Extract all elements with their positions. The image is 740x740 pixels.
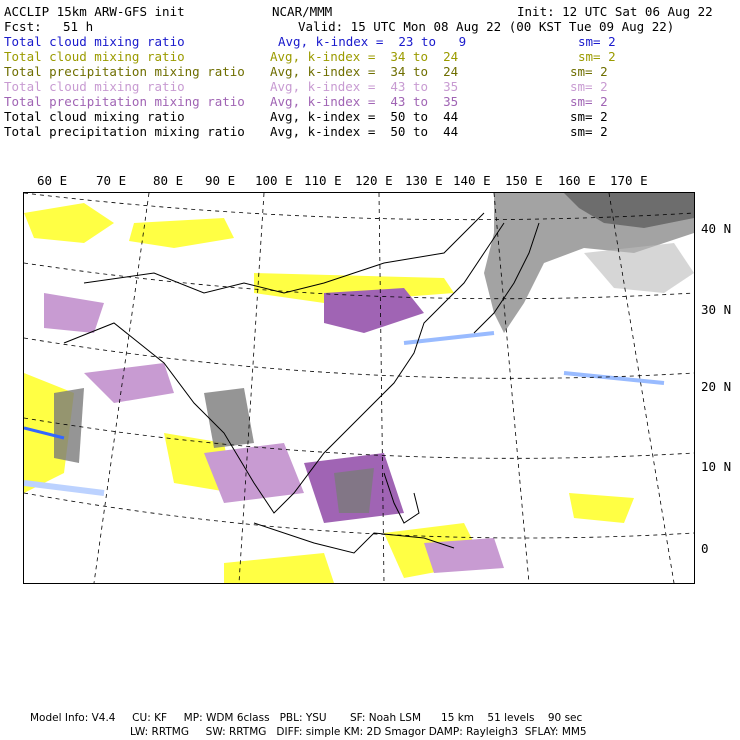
field-name: Total cloud mixing ratio (4, 79, 185, 94)
field-range: Avg, k-index = 43 to 35 (270, 79, 459, 94)
lon-label: 170 E (610, 173, 648, 188)
map-panel (23, 192, 695, 584)
field-range: Avg, k-index = 50 to 44 (270, 124, 459, 139)
gray-precip-3 (334, 468, 374, 513)
yellow-cloud-1 (24, 203, 114, 243)
blue-cloud-streak-3 (564, 373, 664, 383)
purple-precip-5 (44, 293, 104, 333)
lat-label: 30 N (701, 302, 732, 317)
gray-precip-1 (54, 388, 84, 463)
field-name: Total precipitation mixing ratio (4, 94, 245, 109)
field-name: Total cloud mixing ratio (4, 34, 185, 49)
field-name: Total cloud mixing ratio (4, 49, 185, 64)
lon-label: 110 E (304, 173, 342, 188)
yellow-cloud-7 (224, 553, 334, 583)
grid-lon-100 (239, 193, 264, 583)
field-smoothing: sm= 2 (570, 109, 608, 124)
lat-label: 10 N (701, 459, 732, 474)
lat-label: 40 N (701, 221, 732, 236)
lon-label: 70 E (96, 173, 127, 188)
map-canvas (24, 193, 694, 583)
yellow-cloud-8 (569, 493, 634, 523)
field-range: Avg, k-index = 50 to 44 (270, 109, 459, 124)
init-time: Init: 12 UTC Sat 06 Aug 22 (517, 4, 713, 19)
field-smoothing: sm= 2 (570, 79, 608, 94)
lon-label: 160 E (558, 173, 596, 188)
field-smoothing: sm= 2 (570, 94, 608, 109)
purple-precip-2 (84, 363, 174, 403)
field-smoothing: sm= 2 (578, 49, 616, 64)
field-range: Avg, k-index = 34 to 24 (270, 64, 459, 79)
lat-label: 20 N (701, 379, 732, 394)
lon-label: 90 E (205, 173, 236, 188)
lon-label: 130 E (405, 173, 443, 188)
purple-precip-1 (324, 288, 424, 333)
blue-cloud-streak-4 (24, 483, 104, 493)
field-name: Total precipitation mixing ratio (4, 124, 245, 139)
lon-label: 60 E (37, 173, 68, 188)
grid-lat-10 (24, 418, 694, 458)
forecast-label: Fcst: (4, 19, 42, 34)
model-info-line1: Model Info: V4.4 CU: KF MP: WDM 6class PBL: YSU SF: Noah LSM 15 km 51 levels 90 sec (30, 712, 583, 724)
purple-precip-3 (204, 443, 304, 503)
yellow-cloud-2 (129, 218, 234, 248)
field-range: Avg, k-index = 43 to 35 (270, 94, 459, 109)
lat-label: 0 (701, 541, 709, 556)
cloud-shading-light (584, 243, 694, 293)
grid-lon-120 (379, 193, 384, 583)
center-name: NCAR/MMM (272, 4, 333, 19)
lon-label: 100 E (255, 173, 293, 188)
lon-label: 140 E (453, 173, 491, 188)
field-name: Total cloud mixing ratio (4, 109, 185, 124)
field-smoothing: sm= 2 (570, 124, 608, 139)
field-smoothing: sm= 2 (578, 34, 616, 49)
field-name: Total precipitation mixing ratio (4, 64, 245, 79)
lon-label: 80 E (153, 173, 184, 188)
field-range: Avg, k-index = 34 to 24 (270, 49, 459, 64)
field-smoothing: sm= 2 (570, 64, 608, 79)
model-info-line2: LW: RRTMG SW: RRTMG DIFF: simple KM: 2D Smagor DAMP: Rayleigh3 SFLAY: MM5 (130, 726, 587, 738)
gray-precip-2 (204, 388, 254, 448)
forecast-hours: 51 h (63, 19, 94, 34)
field-range: Avg, k-index = 23 to 9 (278, 34, 467, 49)
lon-label: 120 E (355, 173, 393, 188)
lon-label: 150 E (505, 173, 543, 188)
valid-time: Valid: 15 UTC Mon 08 Aug 22 (00 KST Tue 09 Aug 22) (298, 19, 675, 34)
purple-precip-6 (424, 538, 504, 573)
map-title: ACCLIP 15km ARW-GFS init (4, 4, 185, 19)
